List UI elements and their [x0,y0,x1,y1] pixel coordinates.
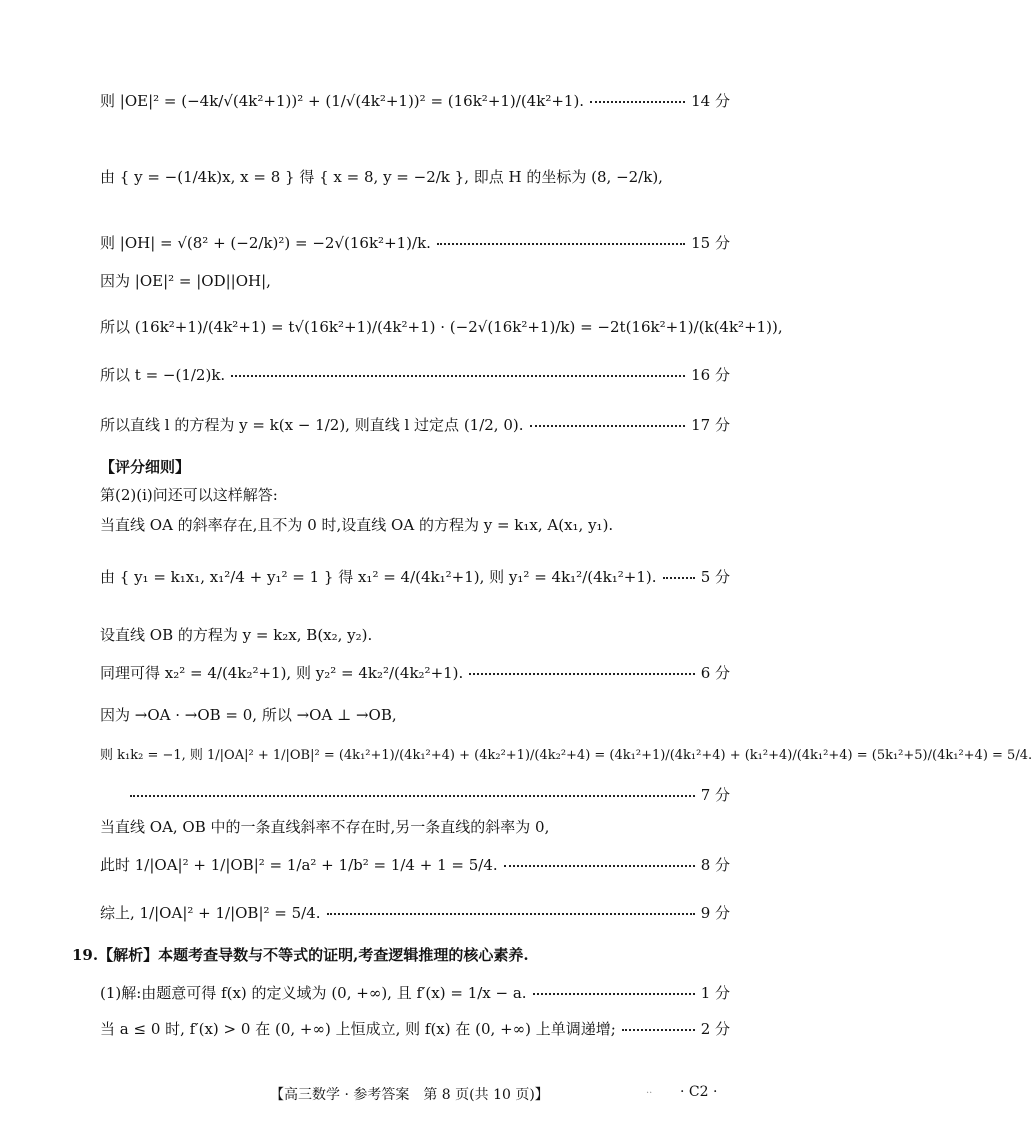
question-19-header [72,946,730,964]
score-mark: 8 分 [700,856,730,874]
line-similarly [100,664,730,682]
line-text: 则 |OE|² = (−4k/√(4k²+1))² + (1/√(4k²+1))² = (16k²+1)/(4k²+1). [100,92,585,110]
line-text: 则 |OH| = √(8² + (−2/k)²) = −2√(16k²+1)/k. [100,234,431,252]
score-mark: 7 分 [700,786,730,804]
leader-dots [663,575,695,579]
leader-dots [590,99,685,103]
line-oh [100,234,730,252]
line-score-7 [100,786,730,804]
line-system-a [100,568,730,586]
line-oe-squared [100,92,730,110]
leader-dots [327,911,695,915]
line-text: 此时 1/|OA|² + 1/|OB|² = 1/a² + 1/b² = 1/4 + 1 = 5/4. [100,856,498,874]
footer-mark: ·· [646,1088,653,1099]
line-text: 所以直线 l 的方程为 y = k(x − 1/2), 则直线 l 过定点 (1/2, 0). [100,416,524,434]
line-text: 所以 (16k²+1)/(4k²+1) = t√(16k²+1)/(4k²+1) · (−2√(16k²+1)/k) = −2t(16k²+1)/(k(4k²+1)), [100,318,783,336]
line-part1-domain [100,984,730,1002]
line-so-equation [100,318,783,336]
line-text: 综上, 1/|OA|² + 1/|OB|² = 5/4. [100,904,321,922]
line-text: 设直线 OB 的方程为 y = k₂x, B(x₂, y₂). [100,626,373,644]
score-mark: 15 分 [691,234,730,252]
heading-text: 19.【解析】本题考查导数与不等式的证明,考查逻辑推理的核心素养. [72,946,529,964]
line-text: 则 k₁k₂ = −1, 则 1/|OA|² + 1/|OB|² = (4k₁²+1)/(4k₁²+4) + (4k₂²+1)/(4k₂²+4) = (4k₁²+1)/(4k₁²+4) + (k₁²+4)/(4k₁²+4) = (5k₁²+5)/(4k₁²+4) = 5/4. [100,748,1032,763]
score-mark: 16 分 [691,366,730,384]
line-text: 当 a ≤ 0 时, f′(x) > 0 在 (0, +∞) 上恒成立, 则 f(x) 在 (0, +∞) 上单调递增; [100,1020,616,1038]
line-text: 当直线 OA, OB 中的一条直线斜率不存在时,另一条直线的斜率为 0, [100,818,550,836]
line-ob-line [100,626,730,644]
line-text: 因为 |OE|² = |OD||OH|, [100,272,271,290]
line-in-summary [100,904,730,922]
line-system-h [100,168,730,186]
score-mark: 2 分 [700,1020,730,1038]
line-t-value [100,366,730,384]
footer-code: · C2 · [680,1084,718,1100]
leader-dots [533,991,695,995]
line-text: (1)解:由题意可得 f(x) 的定义域为 (0, +∞), 且 f′(x) = 1/x − a. [100,984,527,1002]
line-oa-slope [100,516,730,534]
line-line-l [100,416,730,434]
line-text: 由 { y₁ = k₁x₁, x₁²/4 + y₁² = 1 } 得 x₁² = 4/(4k₁²+1), 则 y₁² = 4k₁²/(4k₁²+1). [100,568,657,586]
line-a-nonpositive [100,1020,730,1038]
line-k1k2 [100,748,1032,764]
line-at-this-time [100,856,730,874]
leader-dots [130,793,695,797]
line-text: 由 { y = −(1/4k)x, x = 8 } 得 { x = 8, y = −2/k }, 即点 H 的坐标为 (8, −2/k), [100,168,663,186]
line-text: 因为 →OA · →OB = 0, 所以 →OA ⊥ →OB, [100,706,397,724]
heading-text: 【评分细则】 [100,458,191,476]
leader-dots [504,863,695,867]
line-other-case [100,818,730,836]
line-text: 所以 t = −(1/2)k. [100,366,226,384]
leader-dots [530,423,686,427]
section-heading-scoring [100,458,730,476]
line-alt-solution [100,486,730,504]
score-mark: 6 分 [700,664,730,682]
line-because [100,272,730,290]
line-text: 当直线 OA 的斜率存在,且不为 0 时,设直线 OA 的方程为 y = k₁x, A(x₁, y₁). [100,516,614,534]
leader-dots [231,373,685,377]
score-mark: 9 分 [700,904,730,922]
line-perpendicular [100,706,730,724]
score-mark: 17 分 [691,416,730,434]
leader-dots [622,1027,695,1031]
score-mark: 1 分 [700,984,730,1002]
line-text: 同理可得 x₂² = 4/(4k₂²+1), 则 y₂² = 4k₂²/(4k₂²+1). [100,664,464,682]
footer-page-info: 【高三数学 · 参考答案 第 8 页(共 10 页)】 [270,1087,549,1103]
line-text: 第(2)(ⅰ)问还可以这样解答: [100,486,278,504]
score-mark: 14 分 [691,92,730,110]
score-mark: 5 分 [700,568,730,586]
leader-dots [469,671,694,675]
leader-dots [437,241,685,245]
